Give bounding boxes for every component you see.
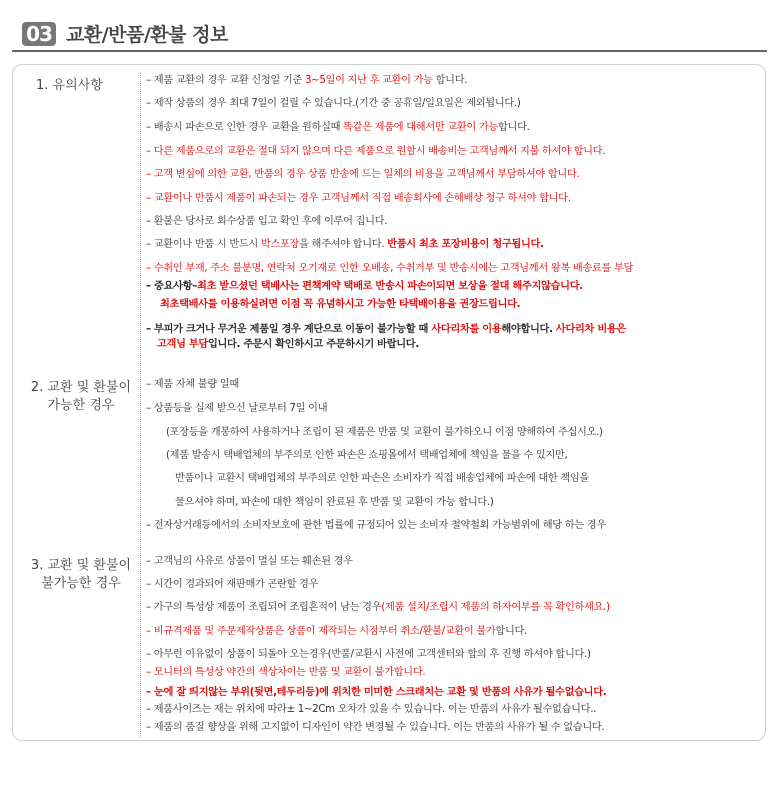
text: 합니다. (497, 122, 530, 133)
refundable-note: 물으셔야 하며, 파손에 대한 책임이 완료된 후 반품 및 교환이 가능 합니다.) (175, 497, 494, 508)
notice-item (146, 280, 583, 294)
notice-item: – 다른 제품으로의 교환은 절대 되지 않으며 다른 제품으로 원할시 배송비는 고객님께서 지불 하셔야 합니다. (146, 146, 606, 157)
column-divider (140, 72, 141, 738)
text: – 가구의 특성상 제품이 조립되어 조립흔적이 남는 경우 (146, 602, 382, 613)
notice-item: – 교환이나 반품시 제품이 파손되는 경우 고객님께서 직접 배송회사에 손해배상 청구 하셔야 합니다. (146, 193, 571, 204)
notice-item: – 수취인 부재, 주소 불분명, 연락처 오기재로 인한 오배송, 수취거부 및 반송시에는 고객님께서 왕복 배송료를 부담 (146, 263, 634, 274)
notice-item-continued: 최초택배사를 이용하실려면 이점 꼭 유념하시고 가능한 타택배이용을 권장드립니다. (160, 299, 521, 310)
text: 합니다. (432, 75, 468, 86)
refundable-item: – 상품등을 실제 받으신 날로부터 7일 이내 (146, 403, 328, 414)
highlight-text: 똑같은 제품에 대해서만 교환이 가능 (343, 122, 498, 133)
notice-item (146, 238, 544, 252)
section-title: 교환/반품/환불 정보 (66, 24, 228, 46)
text: – 배송시 파손으로 인한 경우 교환을 원하실때 (146, 122, 344, 133)
highlight-text: 3~5일이 지난 후 교환이 가능 (304, 75, 433, 86)
section-number-badge: 03 (22, 22, 56, 46)
notice-item (146, 323, 626, 337)
text: – 교환이나 반품 시 반드시 (146, 239, 261, 250)
section-label-notice: 1. 유의사항 (36, 78, 103, 93)
section-header (0, 0, 779, 50)
text: – 제품 교환의 경우 교환 신청일 기준 (146, 75, 305, 86)
highlight-text: – 비규격제품 및 주문제작상품은 상품이 제작되는 시점부터 취소/환불/교환이 불가 (146, 626, 496, 637)
nonrefundable-item: – 제품의 품질 향상을 위해 고지없이 디자인이 약간 변경될 수 있습니다. 이는 반품의 사유가 될 수 없습니다. (146, 722, 605, 733)
section-label-nonrefundable (26, 557, 136, 593)
nonrefundable-item: – 시간이 경과되어 재판매가 곤란할 경우 (146, 579, 319, 590)
notice-item: – 제작 상품의 경우 최대 7일이 걸릴 수 있습니다.(기간 중 공휴일/일요일은 제외됩니다.) (146, 98, 521, 109)
section-label-line: 가능한 경우 (47, 398, 115, 413)
important-label: – 중요사항– (146, 281, 197, 292)
nonrefundable-item: – 고객님의 사유로 상품이 멸실 또는 훼손된 경우 (146, 556, 353, 567)
text: – 부피가 크거나 무거운 제품일 경우 계단으로 이동이 불가능할 때 (146, 324, 432, 335)
nonrefundable-item (146, 625, 527, 639)
header-divider (12, 50, 767, 52)
highlight-text: 박스포장 (260, 239, 300, 250)
nonrefundable-item: – 아무런 이유없이 상품이 되돌아 오는경우(반품/교환시 사전에 고객센터와 합의 후 진행 하셔야 합니다.) (146, 649, 591, 660)
highlight-text: 고객님 부담 (157, 339, 208, 350)
nonrefundable-item: – 모니터의 특성상 약간의 색상차이는 반품 및 교환이 불가합니다. (146, 667, 426, 678)
nonrefundable-item: – 제품사이즈는 재는 위치에 따라± 1~2Cm 오차가 있을 수 있습니다. 이는 반품의 사유가 될수없습니다.. (146, 704, 597, 715)
highlight-text: 최초 받으셨던 택배사는 편책계약 택배로 반송시 파손이되면 보상을 절대 해주지않습니다. (197, 281, 583, 292)
refundable-item: – 전자상거래등에서의 소비자보호에 관한 법률에 규정되어 있는 소비자 철약철회 가능범위에 해당 하는 경우 (146, 520, 606, 531)
notice-item-continued (157, 338, 419, 352)
text: 해야합니다. (501, 324, 556, 335)
text: 을 해주셔야 합니다. (299, 239, 388, 250)
section-label-line: 불가능한 경우 (41, 576, 121, 591)
highlight-text: (제품 설치/조립시 제품의 하자여부를 꼭 확인하세요.) (381, 602, 610, 613)
notice-item: – 환불은 당사로 회수상품 입고 확인 후에 이루어 집니다. (146, 216, 388, 227)
notice-item: – 고객 변심에 의한 교환, 반품의 경우 상품 반송에 드는 일체의 비용을 고객님께서 부담하셔야 합니다. (146, 169, 580, 180)
refundable-note: 반품이나 교환시 택배업체의 부주의로 인한 파손은 소비자가 직접 배송업체에 파손에 대한 책임을 (175, 473, 589, 484)
highlight-text: 반품시 최초 포장비용이 청구됩니다. (387, 239, 544, 250)
section-label-line: 2. 교환 및 환불이 (30, 380, 132, 395)
refundable-note: (포장등을 개봉하여 사용하거나 조립이 된 제품은 반품 및 교환이 불가하오니 이점 양해하여 주십시오.) (166, 427, 603, 438)
section-label-refundable (26, 379, 136, 415)
notice-item (146, 121, 530, 135)
nonrefundable-item: – 눈에 잘 띄지않는 부위(뒷면,테두리등)에 위치한 미미한 스크래치는 교환 및 반품의 사유가 될수없습니다. (146, 687, 607, 698)
refundable-note: (제품 발송시 택배업체의 부주의로 인한 파손은 쇼핑몰에서 택배업체에 책임을 물을 수 있지만, (166, 450, 568, 461)
notice-item (146, 74, 467, 88)
refundable-item: – 제품 자체 불량 일때 (146, 379, 239, 390)
text: 합니다. (495, 626, 527, 637)
highlight-text: 사다리차 비용은 (555, 324, 626, 335)
section-label-line: 3. 교환 및 환불이 (30, 558, 132, 573)
nonrefundable-item (146, 601, 610, 615)
text: 입니다. 주문시 확인하시고 주문하시기 바랍니다. (207, 339, 419, 350)
highlight-text: 사다리차를 이용 (431, 324, 502, 335)
